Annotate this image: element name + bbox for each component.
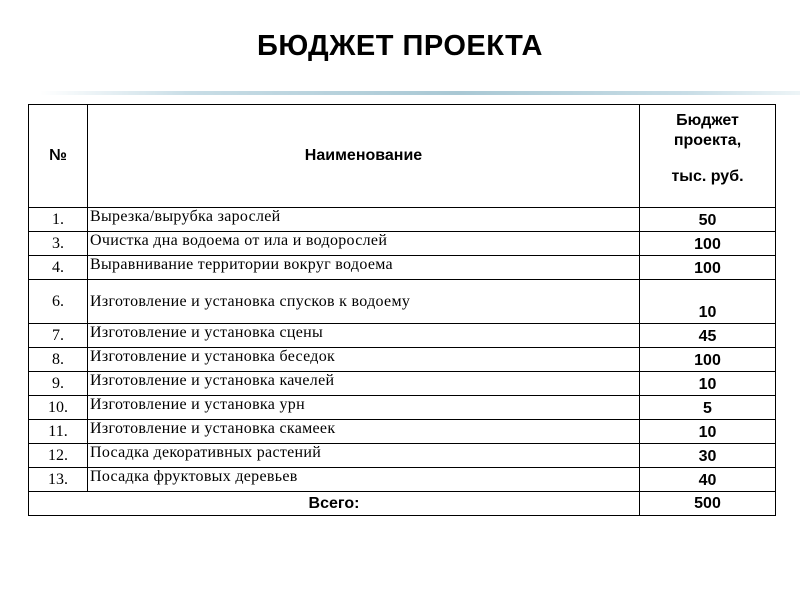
header-budget-line3: тыс. руб.	[671, 168, 744, 185]
row-budget: 10	[640, 372, 776, 396]
header-name: Наименование	[88, 105, 640, 208]
budget-table	[28, 104, 776, 516]
table-row	[29, 208, 776, 232]
row-number: 11.	[29, 420, 88, 444]
row-budget: 100	[640, 348, 776, 372]
row-budget: 40	[640, 468, 776, 492]
table-row	[29, 372, 776, 396]
row-number: 13.	[29, 468, 88, 492]
row-budget: 5	[640, 396, 776, 420]
row-number: 9.	[29, 372, 88, 396]
row-budget: 45	[640, 324, 776, 348]
row-number: 1.	[29, 208, 88, 232]
table-row	[29, 256, 776, 280]
row-name: Выравнивание территории вокруг водоема	[88, 256, 640, 280]
row-name: Изготовление и установка скамеек	[88, 420, 640, 444]
row-name: Посадка декоративных растений	[88, 444, 640, 468]
row-number: 12.	[29, 444, 88, 468]
row-number: 8.	[29, 348, 88, 372]
table-header-row	[29, 105, 776, 208]
row-name: Изготовление и установка сцены	[88, 324, 640, 348]
row-number: 3.	[29, 232, 88, 256]
row-name: Изготовление и установка спусков к водоему	[88, 280, 640, 324]
row-number: 10.	[29, 396, 88, 420]
total-label: Всего:	[29, 492, 640, 516]
page-title: БЮДЖЕТ ПРОЕКТА	[257, 30, 543, 62]
table-row	[29, 468, 776, 492]
total-value: 500	[640, 492, 776, 516]
row-name: Изготовление и установка беседок	[88, 348, 640, 372]
row-number: 7.	[29, 324, 88, 348]
row-name: Изготовление и установка качелей	[88, 372, 640, 396]
table-row	[29, 280, 776, 324]
row-budget: 10	[640, 420, 776, 444]
row-budget: 50	[640, 208, 776, 232]
row-budget: 30	[640, 444, 776, 468]
table-row	[29, 396, 776, 420]
table-row	[29, 324, 776, 348]
row-budget: 100	[640, 256, 776, 280]
row-number: 6.	[29, 280, 88, 324]
header-budget-line1: Бюджет	[676, 112, 739, 129]
row-name: Изготовление и установка урн	[88, 396, 640, 420]
row-name: Очистка дна водоема от ила и водорослей	[88, 232, 640, 256]
row-budget: 10	[640, 280, 776, 324]
table-row	[29, 420, 776, 444]
row-number: 4.	[29, 256, 88, 280]
header-budget	[640, 105, 776, 208]
header-budget-line2: проекта,	[673, 132, 742, 149]
header-number: №	[29, 105, 88, 208]
table-row	[29, 444, 776, 468]
total-row	[29, 492, 776, 516]
row-budget: 100	[640, 232, 776, 256]
row-name: Посадка фруктовых деревьев	[88, 468, 640, 492]
row-name: Вырезка/вырубка зарослей	[88, 208, 640, 232]
title-divider	[40, 91, 800, 95]
table-row	[29, 348, 776, 372]
table-row	[29, 232, 776, 256]
